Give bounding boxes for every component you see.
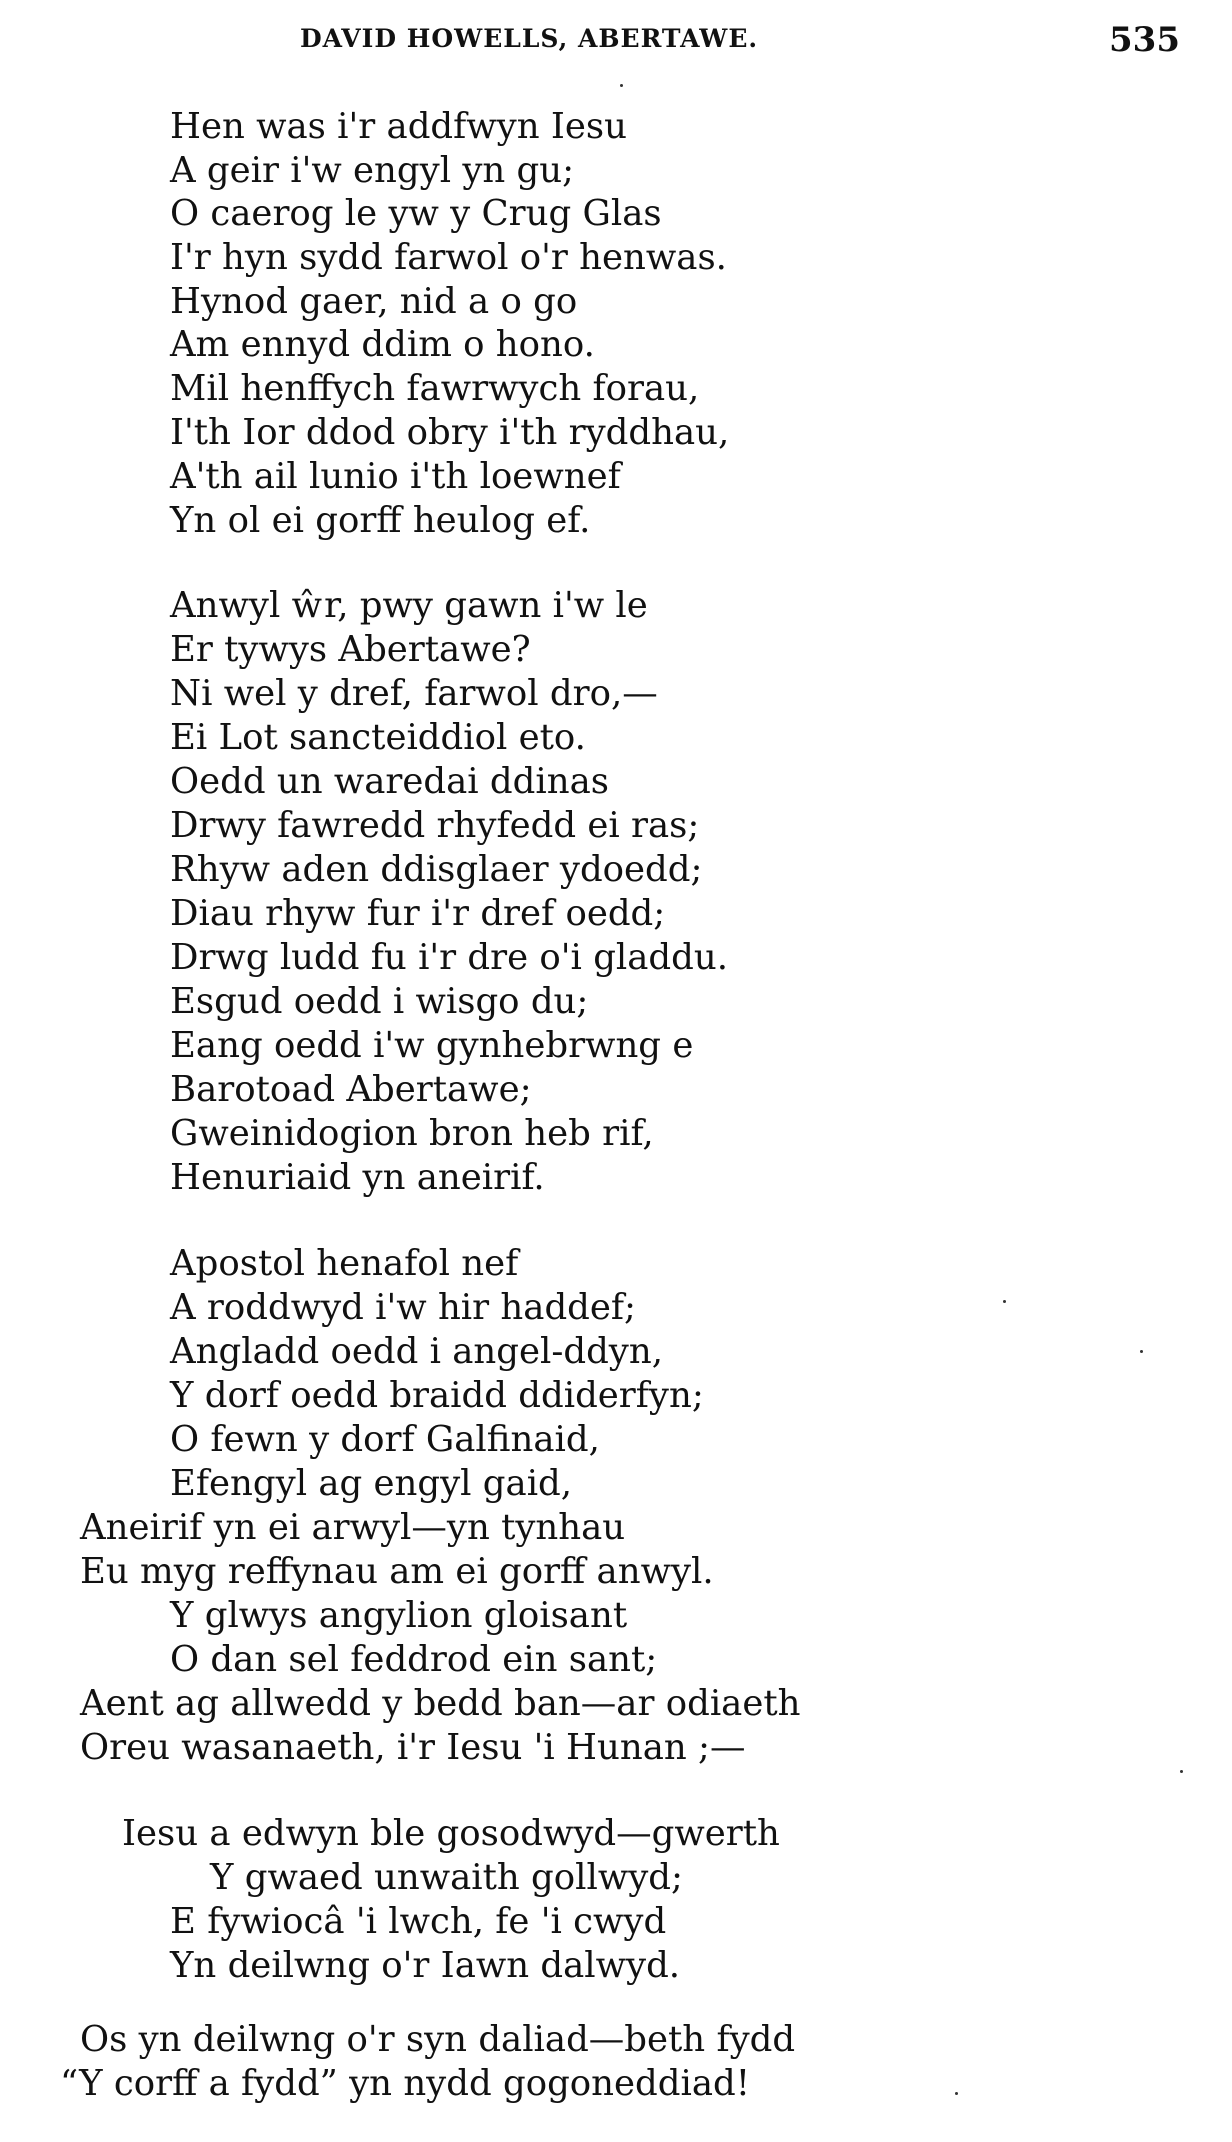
verse-line: Oedd un waredai ddinas [170, 761, 609, 802]
verse-line: Y glwys angylion gloisant [170, 1595, 628, 1636]
verse-line: I'th Ior ddod obry i'th ryddhau, [170, 412, 730, 453]
verse-line: Hen was i'r addfwyn Iesu [170, 106, 627, 147]
verse-line: Gweinidogion bron heb rif, [170, 1113, 654, 1154]
page-header [300, 20, 1200, 80]
verse-line: Yn ol ei gorff heulog ef. [170, 500, 591, 541]
verse-line: Henuriaid yn aneirif. [170, 1157, 545, 1198]
verse-line: Rhyw aden ddisglaer ydoedd; [170, 849, 703, 890]
verse-line: O dan sel feddrod ein sant; [170, 1639, 658, 1680]
verse-line: Ei Lot sancteiddiol eto. [170, 717, 586, 758]
verse-line: Eang oedd i'w gynhebrwng e [170, 1025, 694, 1066]
verse-line: Eu myg reffynau am ei gorff anwyl. [80, 1551, 714, 1592]
verse-line: Iesu a edwyn ble gosodwyd—gwerth [122, 1813, 780, 1854]
print-speck [620, 84, 623, 87]
verse-line: Am ennyd ddim o hono. [170, 324, 595, 365]
verse-line: Esgud oedd i wisgo du; [170, 981, 589, 1022]
verse-line: Aneirif yn ei arwyl—yn tynhau [80, 1507, 626, 1548]
verse-line: Oreu wasanaeth, i'r Iesu 'i Hunan ;— [80, 1727, 746, 1768]
verse-line: Er tywys Abertawe? [170, 629, 531, 670]
verse-line: Efengyl ag engyl gaid, [170, 1463, 573, 1504]
verse-line: O caerog le yw y Crug Glas [170, 193, 662, 234]
verse-line: Drwg ludd fu i'r dre o'i gladdu. [170, 937, 729, 978]
verse-line: Yn deilwng o'r Iawn dalwyd. [170, 1945, 681, 1986]
running-head: DAVID HOWELLS, ABERTAWE. [300, 24, 759, 53]
verse-line: “Y corff a fydd” yn nydd gogoneddiad! [60, 2063, 750, 2104]
page-number: 535 [1109, 20, 1180, 60]
verse-line: Diau rhyw fur i'r dref oedd; [170, 893, 666, 934]
verse-line: I'r hyn sydd farwol o'r henwas. [170, 237, 727, 278]
verse-line: Anwyl ŵr, pwy gawn i'w le [170, 585, 648, 626]
verse-line: Aent ag allwedd y bedd ban—ar odiaeth [80, 1683, 801, 1724]
verse-line: A geir i'w engyl yn gu; [170, 150, 575, 191]
print-speck [955, 2092, 958, 2095]
verse-line: Drwy fawredd rhyfedd ei ras; [170, 805, 700, 846]
verse-line: Apostol henafol nef [170, 1243, 519, 1284]
print-speck [1140, 1350, 1143, 1353]
verse-line: Y dorf oedd braidd ddiderfyn; [170, 1375, 704, 1416]
verse-line: Y gwaed unwaith gollwyd; [210, 1857, 683, 1898]
print-speck [1180, 1770, 1183, 1773]
verse-line: Hynod gaer, nid a o go [170, 281, 578, 322]
verse-line: Barotoad Abertawe; [170, 1069, 532, 1110]
verse-line: A roddwyd i'w hir haddef; [170, 1287, 637, 1328]
verse-line: Ni wel y dref, farwol dro,— [170, 673, 658, 714]
verse-line: A'th ail lunio i'th loewnef [170, 456, 621, 497]
verse-line: O fewn y dorf Galfinaid, [170, 1419, 600, 1460]
verse-line: Os yn deilwng o'r syn daliad—beth fydd [80, 2019, 796, 2060]
verse-line: Angladd oedd i angel-ddyn, [170, 1331, 663, 1372]
verse-line: E fywiocâ 'i lwch, fe 'i cwyd [170, 1901, 667, 1942]
verse-line: Mil henffych fawrwych forau, [170, 368, 700, 409]
print-speck [1003, 1300, 1006, 1303]
